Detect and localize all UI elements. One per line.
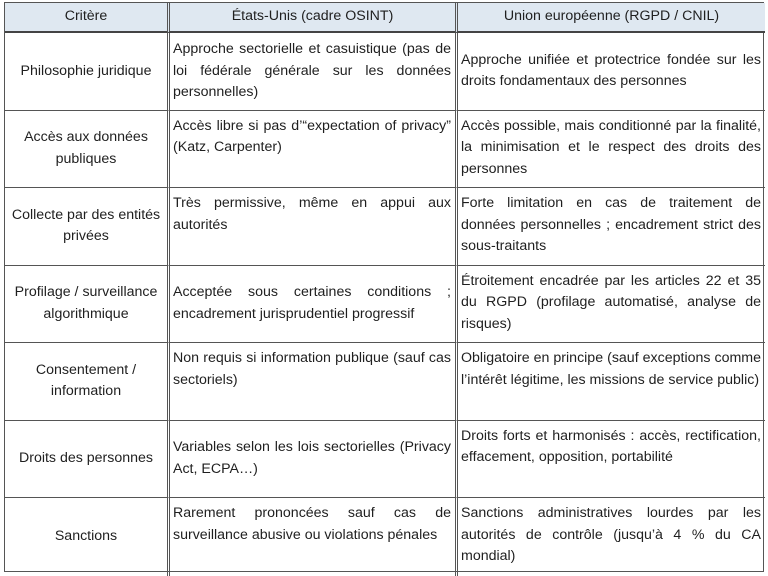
table-row xyxy=(5,343,765,421)
header-us: États-Unis (cadre OSINT) xyxy=(167,3,455,33)
eu-cell: Droits forts et harmonisés : accès, rectification, effacement, opposition, portabilité xyxy=(455,421,765,499)
eu-cell: Forte limitation en cas de traitement de données personnelles ; encadrement strict des sous-traitants xyxy=(455,188,765,266)
us-cell: Accès libre si pas d’“expectation of privacy” (Katz, Carpenter) xyxy=(167,111,455,189)
eu-cell: Accès possible, mais conditionné par la finalité, la minimisation et le respect des droits des personnes xyxy=(455,111,765,189)
us-cell: Variables selon les lois sectorielles (Privacy Act, ECPA…) xyxy=(167,421,455,499)
us-cell: Non requis si information publique (sauf cas sectoriels) xyxy=(167,343,455,421)
criterion-cell: Droits des personnes xyxy=(5,421,167,499)
comparison-table xyxy=(5,3,765,576)
header-eu: Union européenne (RGPD / CNIL) xyxy=(455,3,765,33)
us-cell: Approche sectorielle et casuistique (pas de loi fédérale générale sur les données personnelles) xyxy=(167,33,455,111)
eu-cell: Étroitement encadrée par les articles 22 et 35 du RGPD (profilage automatisé, analyse de risques) xyxy=(455,266,765,344)
us-cell: Très permissive, même en appui aux autorités xyxy=(167,188,455,266)
criterion-cell: Sanctions xyxy=(54,528,118,544)
table-row xyxy=(5,188,765,266)
criterion-cell: Philosophie juridique xyxy=(5,33,167,111)
table-row xyxy=(5,498,765,576)
table-row xyxy=(5,266,765,344)
header-criterion: Critère xyxy=(5,3,167,33)
comparison-table-container xyxy=(4,2,764,572)
criterion-cell: Consentement / information xyxy=(5,343,167,421)
us-cell: Rarement prononcées sauf cas de surveillance abusive ou violations pénales xyxy=(167,498,455,576)
eu-cell: Sanctions administratives lourdes par les autorités de contrôle (jusqu’à 4 % du CA mondial) xyxy=(455,498,765,576)
table-header-row xyxy=(5,3,765,33)
criterion-cell: Collecte par des entités privées xyxy=(5,188,167,266)
table-row xyxy=(5,421,765,499)
criterion-cell: Accès aux données publiques xyxy=(5,111,167,189)
eu-cell: Obligatoire en principe (sauf exceptions comme l’intérêt légitime, les missions de service public) xyxy=(455,343,765,421)
criterion-cell: Profilage / surveillance algorithmique xyxy=(5,266,167,344)
eu-cell: Approche unifiée et protectrice fondée sur les droits fondamentaux des personnes xyxy=(455,33,765,111)
table-row xyxy=(5,111,765,189)
us-cell: Acceptée sous certaines conditions ; encadrement jurisprudentiel progressif xyxy=(167,266,455,344)
table-row xyxy=(5,33,765,111)
